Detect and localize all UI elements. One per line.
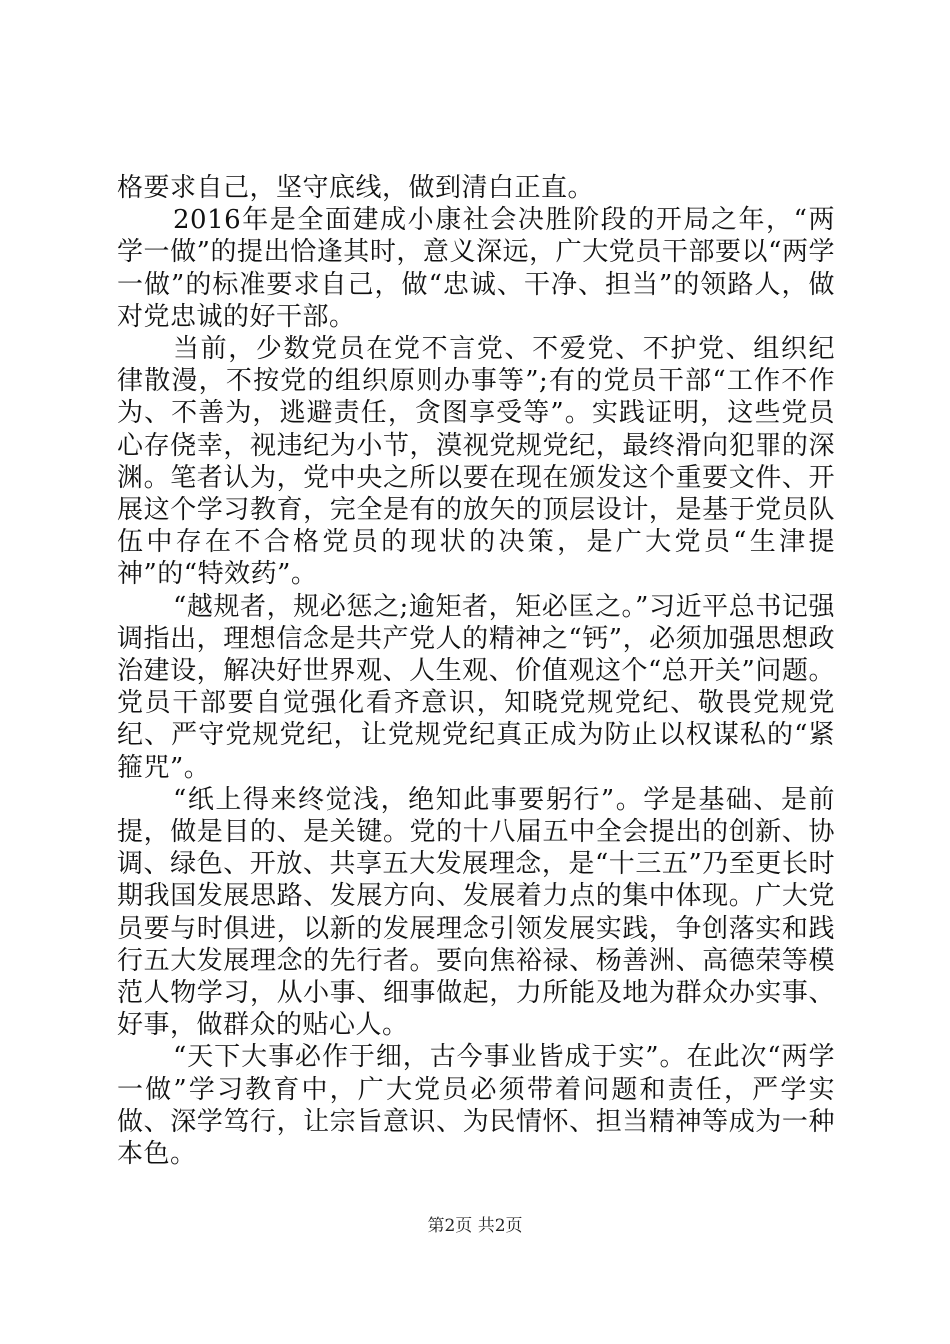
page-number-footer: 第2页 共2页 — [427, 1216, 523, 1236]
paragraph-3: 当前，少数党员在党不言党、不爱党、不护党、组织纪律散漫，不按党的组织原则办事等”;有的党员干部“工作不作为、不善为，逃避责任，贪图享受等”。实践证明，这些党员心存侥幸，视违纪为小节，漠视党规党纪，最终滑向犯罪的深渊。笔者认为，党中央之所以要在现在颁发这个重要文件、开展这个学习教育，完全是有的放矢的顶层设计，是基于党员队伍中存在不合格党员的现状的决策，是广大党员“生津提神”的“特效药”。 — [117, 334, 835, 590]
paragraph-5: “纸上得来终觉浅，绝知此事要躬行”。学是基础、是前提，做是目的、是关键。党的十八届五中全会提出的创新、协调、绿色、开放、共享五大发展理念，是“十三五”乃至更长时期我国发展思路、发展方向、发展着力点的集中体现。广大党员要与时俱进，以新的发展理念引领发展实践，争创落实和践行五大发展理念的先行者。要向焦裕禄、杨善洲、高德荣等模范人物学习，从小事、细事做起，力所能及地为群众办实事、好事，做群众的贴心人。 — [117, 784, 835, 1041]
paragraph-4: “越规者，规必惩之;逾矩者，矩必匡之。”习近平总书记强调指出，理想信念是共产党人的精神之“钙”，必须加强思想政治建设，解决好世界观、人生观、价值观这个“总开关”问题。党员干部要自觉强化看齐意识，知晓党规党纪、敬畏党规党纪、严守党规党纪，让党规党纪真正成为防止以权谋私的“紧箍咒”。 — [117, 591, 835, 783]
document-body — [117, 172, 835, 1170]
paragraph-1: 格要求自己，坚守底线，做到清白正直。 — [117, 173, 595, 203]
paragraph-6: “天下大事必作于细，古今事业皆成于实”。在此次“两学一做”学习教育中，广大党员必须带着问题和责任，严学实做、深学笃行，让宗旨意识、为民情怀、担当精神等成为一种本色。 — [117, 1042, 835, 1170]
paragraph-2: 2016年是全面建成小康社会决胜阶段的开局之年，“两学一做”的提出恰逢其时，意义深远，广大党员干部要以“两学一做”的标准要求自己，做“忠诚、干净、担当”的领路人，做对党忠诚的好干部。 — [117, 205, 835, 332]
